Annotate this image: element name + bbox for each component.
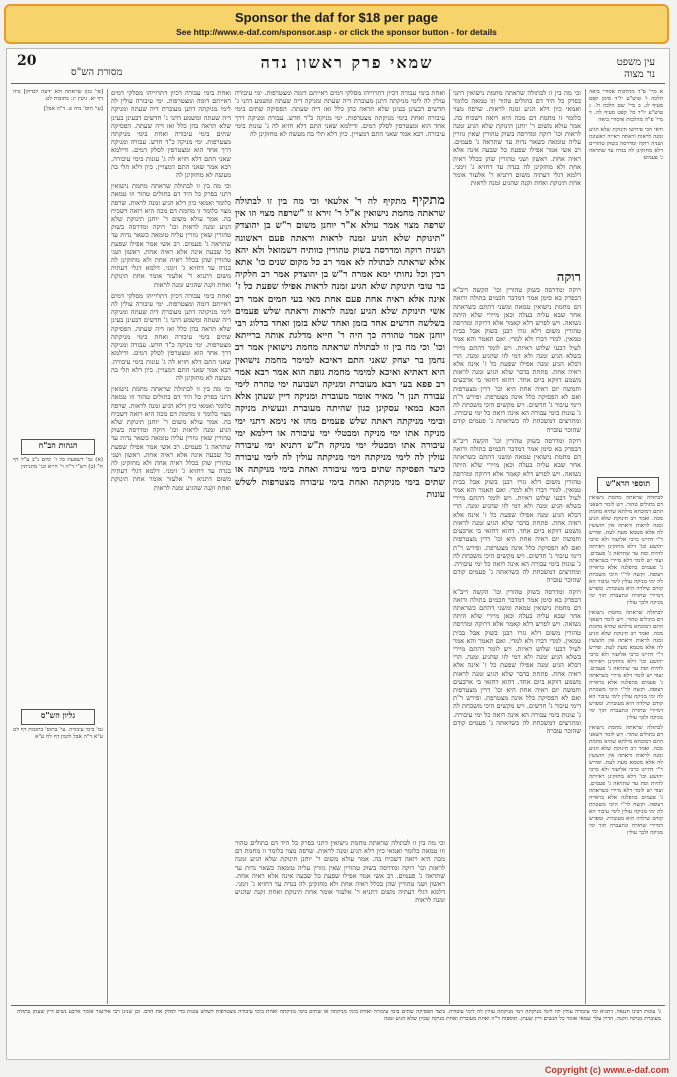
sponsor-banner-subtitle[interactable]: See http://www.e-daf.com/sponsor.asp - or click the sponsor button - for details xyxy=(176,27,497,37)
bottom-rule xyxy=(11,1005,665,1006)
ein-mishpat-label: עין משפט xyxy=(616,57,655,68)
gemara-opening-word: מתקיף xyxy=(412,195,445,208)
sponsor-banner[interactable] xyxy=(4,4,669,44)
bottom-notes xyxy=(17,1009,661,1055)
rashi-text-left-cont: וכי מה בין זו לבתולה שראתה מחמת נישואין דתני בפרק כל היד דם בתולים טהור וזו טמאה כלומר ואמאי כיון דלא הגיע זמנה לראות. שרפה מצוי כלומר זו מחמת דם מכה היא רואה דשכיח בה. אמר עולא משום ר' יוחנן תינוקת שלא הגיע זמנה לראות וכו' רוקה ומדרסה בשוק טהורין שאין גוזרין עליה טומאה כשאר נדות עד שתראה ג' פעמים. רב אשי אמר אפילו שפעת כל שבעה אינה אלא ראיה אחת. ראשון ושני טהורין שהן בכלל ראיה אחת ולא מחזקינן לה בנדה עד דחזיא ג' זימני. דלמא דגלי דעתיה משום דתניא ר' אלעזר אומר אחת תינוקת ואחת זקנה שהגיע זמנה לראות xyxy=(111,182,231,289)
bottom-notes-text: ג' עונות רבינו חננאל. דתניא ימי עיבורה עולין לה לימי מניקתה וימי מניקתה עולין לה לימי עיבורה. כיצד הפסיקה שתים בימי עיבורה ואחת בימי מניקתה או שתים בימי מניקתה ואחת בימי עיבורה מצטרפות לשלש עונות כדי לסלק את הדם. וכן שנינו רבי אליעזר אומר ארבע נשים דיין שעתן בתולה מעוברת מניקה וזקנה. הדרן עלך שמאי אומר כל הנשים דיין שעתן. תוספות ד"ה ואחת מעוברת ואחת מניקה שכיון שלא הגיע זמנה xyxy=(17,1009,661,1022)
rashi-column-left xyxy=(111,89,231,1004)
tosafot-column xyxy=(453,274,581,1004)
gemara-column xyxy=(235,195,445,835)
tosafot-harosh-column xyxy=(589,495,663,1005)
tosafot-text: רוקה ומדרסה בשוק טהורין וכו' הקשה ריב"א דבפרק בא סימן אמר דמדבר חכמים בתולה ורואה דם מחמת נישואין טמאה ומשני דהתם כשראתה אחר שבא עליה בעלה וכאן מיירי שלא היתה נשואה. ויש לפרש דלא קאמר אלא דרוקה ומדרסה טהורין משום דלא גזרו רבנן בשוק אבל בבית טמאין. למדי דברו ולא למדי. ואם תאמר והא אמר לעיל דבעי שלוש ראיות. ויש לומר דהתם מיירי בשלא הגיע זמנה ולא דמי לזו שהגיע זמנה. הרי דבלא הגיע זמנה אפילו שפעת כל ז' אינה אלא ראיה אחת. פתחת בדבר שלא הגיע זמנה לראות משמע דווקא ביום אחד. דהוא דחזאי בי ארבעים וחמשה יום ראיה אחת היא וכו' דרין מצטרפות ואם לא הפסיקה כלל אינה מצטרפת. ופירש ר"ת דימי עיבור ג' חדשים. ויש מקשים היכי משכחת לה ג' עונות בימי עבורה הא אינה רואה כל ימי עיבורה. ומתרצים דמשכחת לה כשראתה ג' פעמים קודם שהוכר עוברה xyxy=(453,286,581,434)
rashi-lower-text: וכי מה בין זו לבתולה שראתה מחמת נישואין דתני בפרק כל היד דם בתולים טהור וזו טמאה כלומר ואמאי כיון דלא הגיע זמנה לראות. שרפה מצוי כלומר זו מחמת דם מכה היא רואה דשכיח בה. אמר עולא משום ר' יוחנן תינוקת שלא הגיע זמנה לראות וכו' רוקה ומדרסה בשוק טהורין שאין גוזרין עליה טומאה כשאר נדות עד שתראה ג' פעמים. רב אשי אמר אפילו שפעת כל שבעה אינה אלא ראיה אחת. ראשון ושני טהורין שהן בכלל ראיה אחת ולא מחזקינן לה בנדה עד דחזיא ג' זימני. דלמא דגלי דעתיה משום דתניא ר' אלעזר אומר אחת תינוקת ואחת זקנה שהגיע זמנה לראות xyxy=(235,839,445,905)
talmud-page xyxy=(6,48,670,1060)
ein-mishpat-notes xyxy=(589,89,663,259)
right-margin-rule xyxy=(585,89,586,1004)
sponsor-banner-title[interactable]: Sponsor the daf for $18 per page xyxy=(235,10,438,25)
tosafot-harosh-text: לבתולה שראתה מחמת נישואין דם בתולים טהור. ויש לומר דשאני התם דמוכחא מילתא שהיא מחמת מכה. ואמר רב תינוקת שלא הגיע זמנה לראות וראתה אין חוששין לה אלא מטמא מעת לעת. ופירש ר"י דהיינו כרבי אליעזר ולא כרבי יהושע וכו' דלא מחזקינן ראייתה להיות וסת עד שתראה ג' פעמים. ועוד יש לומר דלא מיירי כשראתה ג' פעמים בהפלגה אלא בראייה רצופה. וקשה לר"י היכי משכחת לה ימי מניקה עולין לימי עיבור הא קודם שילדה היא מעוברת. ומפרש דמיירי שחזרה ונתעברה תוך ימי מניקה ולכך עולין xyxy=(589,495,663,606)
rashi-text-right: וכי מה בין זו לבתולה שראתה מחמת נישואין דתני בפרק כל היד דם בתולים טהור וזו טמאה כלומר ואמאי כיון דלא הגיע זמנה לראות. שרפה מצוי כלומר זו מחמת דם מכה היא רואה דשכיח בה. אמר עולא משום ר' יוחנן תינוקת שלא הגיע זמנה לראות וכו' רוקה ומדרסה בשוק טהורין שאין גוזרין עליה טומאה כשאר נדות עד שתראה ג' פעמים. רב אשי אמר אפילו שפעת כל שבעה אינה אלא ראיה אחת. ראשון ושני טהורין שהן בכלל ראיה אחת ולא מחזקינן לה בנדה עד דחזיא ג' זימני. דלמא דגלי דעתיה משום דתניא ר' אלעזר אומר אחת תינוקת ואחת זקנה שהגיע זמנה לראות xyxy=(453,89,581,188)
mesoret-hashas-label: מסורת הש"ס xyxy=(71,67,123,78)
hagahot-habach-notes xyxy=(13,457,103,537)
tosafot-text-cont: רוקה ומדרסה בשוק טהורין וכו' הקשה ריב"א דבפרק בא סימן אמר דמדבר חכמים בתולה ורואה דם מחמת נישואין טמאה ומשני דהתם כשראתה אחר שבא עליה בעלה וכאן מיירי שלא היתה נשואה. ויש לפרש דלא קאמר אלא דרוקה ומדרסה טהורין משום דלא גזרו רבנן בשוק אבל בבית טמאין. למדי דברו ולא למדי. ואם תאמר והא אמר לעיל דבעי שלוש ראיות. ויש לומר דהתם מיירי בשלא הגיע זמנה ולא דמי לזו שהגיע זמנה. הרי דבלא הגיע זמנה אפילו שפעת כל ז' אינה אלא ראיה אחת. פתחת בדבר שלא הגיע זמנה לראות משמע דווקא ביום אחד. דהוא דחזאי בי ארבעים וחמשה יום ראיה אחת היא וכו' דרין מצטרפות ואם לא הפסיקה כלל אינה מצטרפת. ופירש ר"ת דימי עיבור ג' חדשים. ויש מקשים היכי משכחת לה ג' עונות בימי עבורה הא אינה רואה כל ימי עיבורה. ומתרצים דמשכחת לה כשראתה ג' פעמים קודם שהוכר עוברה xyxy=(453,436,581,585)
tosafot-harosh-heading: תוספי הרא"ש xyxy=(597,477,659,493)
rashi-column-lower-center xyxy=(235,839,445,1004)
rashi-text-left-cont3: וכי מה בין זו לבתולה שראתה מחמת נישואין דתני בפרק כל היד דם בתולים טהור וזו טמאה כלומר ואמאי כיון דלא הגיע זמנה לראות. שרפה מצוי כלומר זו מחמת דם מכה היא רואה דשכיח בה. אמר עולא משום ר' יוחנן תינוקת שלא הגיע זמנה לראות וכו' רוקה ומדרסה בשוק טהורין שאין גוזרין עליה טומאה כשאר נדות עד שתראה ג' פעמים. רב אשי אמר אפילו שפעת כל שבעה אינה אלא ראיה אחת. ראשון ושני טהורין שהן בכלל ראיה אחת ולא מחזקינן לה בנדה עד דחזיא ג' זימני. דלמא דגלי דעתיה משום דתניא ר' אלעזר אומר אחת תינוקת ואחת זקנה שהגיע זמנה לראות xyxy=(111,385,231,492)
gemara-text: מתקיף לה ר' אלעאי וכי מה בין זו לבתולה שראתה מחמת נישואין א"ל ר' זירא זו "שרפה מצוי וזו אין שרפה מצוי אמר עולא א"ר יוחנן משום ר"ש בן יהוצדק "תינוקת שלא הגיע זמנה לראות וראתה פעם ראשונה ושניה רוקה ומדרסה בשוק טהורין כוותיה דשמואל ולא יהא אלא שראתה לבתולה לא אמר רב כל מקום שנים כו' אתא רבין וכל נחותי ימא אמרה ר"ש בן יהוצדק אמר רב חלקיה בר טובי תינוקת שלא הגיע זמנה לראות אפילו שפעת כל ז' אינה אלא ראיה אחת פעם אחת מאי בעי חמים אמר רב אשי תינוקת שלא הגיע זמנה לראות וראתה שלש פעמים בשלשה חדשים אחד בזמן ואחד שלא בזמן ואחד בדלוג רבי יוחנן אמר טהורה כך היה ר' חייא מדלגת אותה ברייתא וכו' וכי מה בין זו לבתולה שראתה מחמת נישואין אמר רב נחמן בר יצחק שאני התם דאיכא למימר מחמת נישואין היא דאתיא ואיכא למימר מחמת גופה הוא אמר רבא אמר רב פפא בעי רבא מעוברת ומניקה ושבועה ימי טהרה לימי עבורה תנן ר' מאיר אומר מעוברת ומניקה דיין שעתן אלא הכא במאי עסקינן כגון שהיתה מעוברת ונעשית מניקה ובימי מניקתה ראתה שלש פעמים מהו אי נימא דתני ימי מניקה אתו ימי מניקה ומבטלי ימי עיבורה או דילמא ימי עיבורה אתו ומבטלי ימי מניקה ת"ש דתניא ימי עיבורה עולין לה לימי מניקתה וימי מניקתה עולין לה לימי עיבורה כיצד הפסיקה שתים בימי עיבורה ואחת בימי מניקתה או שתים בימי מניקתה ואחת בימי עיבורה מצטרפות לשלש עונות xyxy=(235,196,445,500)
hagahot-habach-heading: הגהות הב"ח xyxy=(21,439,95,455)
mesoret-hashas-notes xyxy=(13,89,103,269)
rashi-column-upper-center xyxy=(235,89,445,189)
mesoret-hashas-text: [פי' כגון שראתה ולא ידעה לבדוק] נדה דף יא. גיטין יג: כתובות לט. xyxy=(13,89,103,102)
ein-mishpat-extra: ודאי הכי פירושו תינוקת שלא הגיע זמנה לראות וראתה ראייה ראשונה ושניה רוקה ומדרסה בשוק טהורים דלא מחזקינן לה בנדה עד שתראה ג' פעמים xyxy=(589,127,663,161)
hagahot-habach-text: (א) גמ' דשפעת כל ז' ימים נ"ב ע"ל דף ח" (ב) רש"י ד"ה ר' חייא וכו' מתניתין xyxy=(13,457,103,470)
tosafot-harosh-text-cont2: לבתולה שראתה מחמת נישואין דם בתולים טהור. ויש לומר דשאני התם דמוכחא מילתא שהיא מחמת מכה. ואמר רב תינוקת שלא הגיע זמנה לראות וראתה אין חוששין לה אלא מטמא מעת לעת. ופירש ר"י דהיינו כרבי אליעזר ולא כרבי יהושע וכו' דלא מחזקינן ראייתה להיות וסת עד שתראה ג' פעמים. ועוד יש לומר דלא מיירי כשראתה ג' פעמים בהפלגה אלא בראייה רצופה. וקשה לר"י היכי משכחת לה ימי מניקה עולין לימי עיבור הא קודם שילדה היא מעוברת. ומפרש דמיירי שחזרה ונתעברה תוך ימי מניקה ולכך עולין xyxy=(589,725,663,836)
tosafot-text-cont2: רוקה ומדרסה בשוק טהורין וכו' הקשה ריב"א דבפרק בא סימן אמר דמדבר חכמים בתולה ורואה דם מחמת נישואין טמאה ומשני דהתם כשראתה אחר שבא עליה בעלה וכאן מיירי שלא היתה נשואה. ויש לפרש דלא קאמר אלא דרוקה ומדרסה טהורין משום דלא גזרו רבנן בשוק אבל בבית טמאין. למדי דברו ולא למדי. ואם תאמר והא אמר לעיל דבעי שלוש ראיות. ויש לומר דהתם מיירי בשלא הגיע זמנה ולא דמי לזו שהגיע זמנה. הרי דבלא הגיע זמנה אפילו שפעת כל ז' אינה אלא ראיה אחת. פתחת בדבר שלא הגיע זמנה לראות משמע דווקא ביום אחד. דהוא דחזאי בי ארבעים וחמשה יום ראיה אחת היא וכו' דרין מצטרפות ואם לא הפסיקה כלל אינה מצטרפת. ופירש ר"ת דימי עיבור ג' חדשים. ויש מקשים היכי משכחת לה ג' עונות בימי עבורה הא אינה רואה כל ימי עיבורה. ומתרצים דמשכחת לה כשראתה ג' פעמים קודם שהוכר עוברה xyxy=(453,587,581,735)
tosafot-opening-word: רוקה xyxy=(556,274,581,285)
ner-mitzvah-label: נר מצוה xyxy=(624,69,655,80)
gilyon-hashas-text: גמ' בימי עיבורה. עי' בתוס' כתובות דף לט ע"א ד"ה אבל לקמן דף לח ע"א xyxy=(13,727,103,740)
tosafot-harosh-text-cont: לבתולה שראתה מחמת נישואין דם בתולים טהור. ויש לומר דשאני התם דמוכחא מילתא שהיא מחמת מכה. ואמר רב תינוקת שלא הגיע זמנה לראות וראתה אין חוששין לה אלא מטמא מעת לעת. ופירש ר"י דהיינו כרבי אליעזר ולא כרבי יהושע וכו' דלא מחזקינן ראייתה להיות וסת עד שתראה ג' פעמים. ועוד יש לומר דלא מיירי כשראתה ג' פעמים בהפלגה אלא בראייה רצופה. וקשה לר"י היכי משכחת לה ימי מניקה עולין לימי עיבור הא קודם שילדה היא מעוברת. ומפרש דמיירי שחזרה ונתעברה תוך ימי מניקה ולכך עולין xyxy=(589,610,663,721)
rashi-text-left-cont2: ואחת בימי עבורה דכיון דתרוייהו מסלקי דמים ראייתם דומה ומצטרפות. ימי עיבורה עולין לה לימי מניקתה דתנן מעוברת דיה שעתה ומניקה דיה שעתה ומשמע דהני ג' חדשים דבעינן בעינן שלא תראה בהן כלל ואז דיה שעתה. הפסיקה שתים בימי עיבורה ואחת בימי מניקתה מצטרפות. ימי מניקה כ"ד חדש. עבורה ומניקה דרך אחד הוא ומצטרפין לסלק דמים. ודילמא שאני התם דלא חזיא לה ג' עונות בימי עיבורה. רבא אמר שאני התם דמצויין. כיון דלא תלי בה מעשה לא מחזקינן לה xyxy=(111,291,231,382)
copyright-link[interactable]: Copyright (c) www.e-daf.com xyxy=(544,1065,669,1075)
gilyon-hashas-notes xyxy=(13,727,103,787)
page-title: שמאי פרק ראשון נדה xyxy=(260,53,434,72)
tosafot-rule xyxy=(449,89,450,1004)
rashi-column-top xyxy=(453,89,581,269)
rashi-upper-text: ואחת בימי עבורה דכיון דתרוייהו מסלקי דמים ראייתם דומה ומצטרפות. ימי עיבורה עולין לה לימי מניקתה דתנן מעוברת דיה שעתה ומניקה דיה שעתה ומשמע דהני ג' חדשים דבעינן בעינן שלא תראה בהן כלל ואז דיה שעתה. הפסיקה שתים בימי עיבורה ואחת בימי מניקתה מצטרפות. ימי מניקה כ"ד חדש. עבורה ומניקה דרך אחד הוא ומצטרפין לסלק דמים. ודילמא שאני התם דלא חזיא לה ג' עונות בימי עיבורה. רבא אמר שאני התם דמצויין. כיון דלא תלי בה מעשה לא מחזקינן לה xyxy=(235,89,445,139)
ein-mishpat-text: א מיי' פ"ד מהלכות אסורי ביאה הלכה ז' טוש"ע יו"ד סימן קפט סעיף לג. ב מיי' שם הלכה ח'. ג טוש"ע יו"ד סי' קפט סעיף לה. ד מיי' פ"ה מהלכות איסורי ביאה xyxy=(589,89,663,123)
gilyon-hashas-heading: גליון הש"ס xyxy=(21,709,95,725)
left-margin-rule xyxy=(107,89,108,1004)
page-number: 20 xyxy=(17,53,37,69)
mesoret-hashas-extra: [עי' תוס' נדה ט. ד"ה אבל] xyxy=(43,106,103,112)
header-rule xyxy=(11,83,665,84)
rashi-text-left: ואחת בימי עבורה דכיון דתרוייהו מסלקי דמים ראייתם דומה ומצטרפות. ימי עיבורה עולין לה לימי מניקתה דתנן מעוברת דיה שעתה ומניקה דיה שעתה ומשמע דהני ג' חדשים דבעינן בעינן שלא תראה בהן כלל ואז דיה שעתה. הפסיקה שתים בימי עיבורה ואחת בימי מניקתה מצטרפות. ימי מניקה כ"ד חדש. עבורה ומניקה דרך אחד הוא ומצטרפין לסלק דמים. ודילמא שאני התם דלא חזיא לה ג' עונות בימי עיבורה. רבא אמר שאני התם דמצויין. כיון דלא תלי בה מעשה לא מחזקינן לה xyxy=(111,89,231,180)
